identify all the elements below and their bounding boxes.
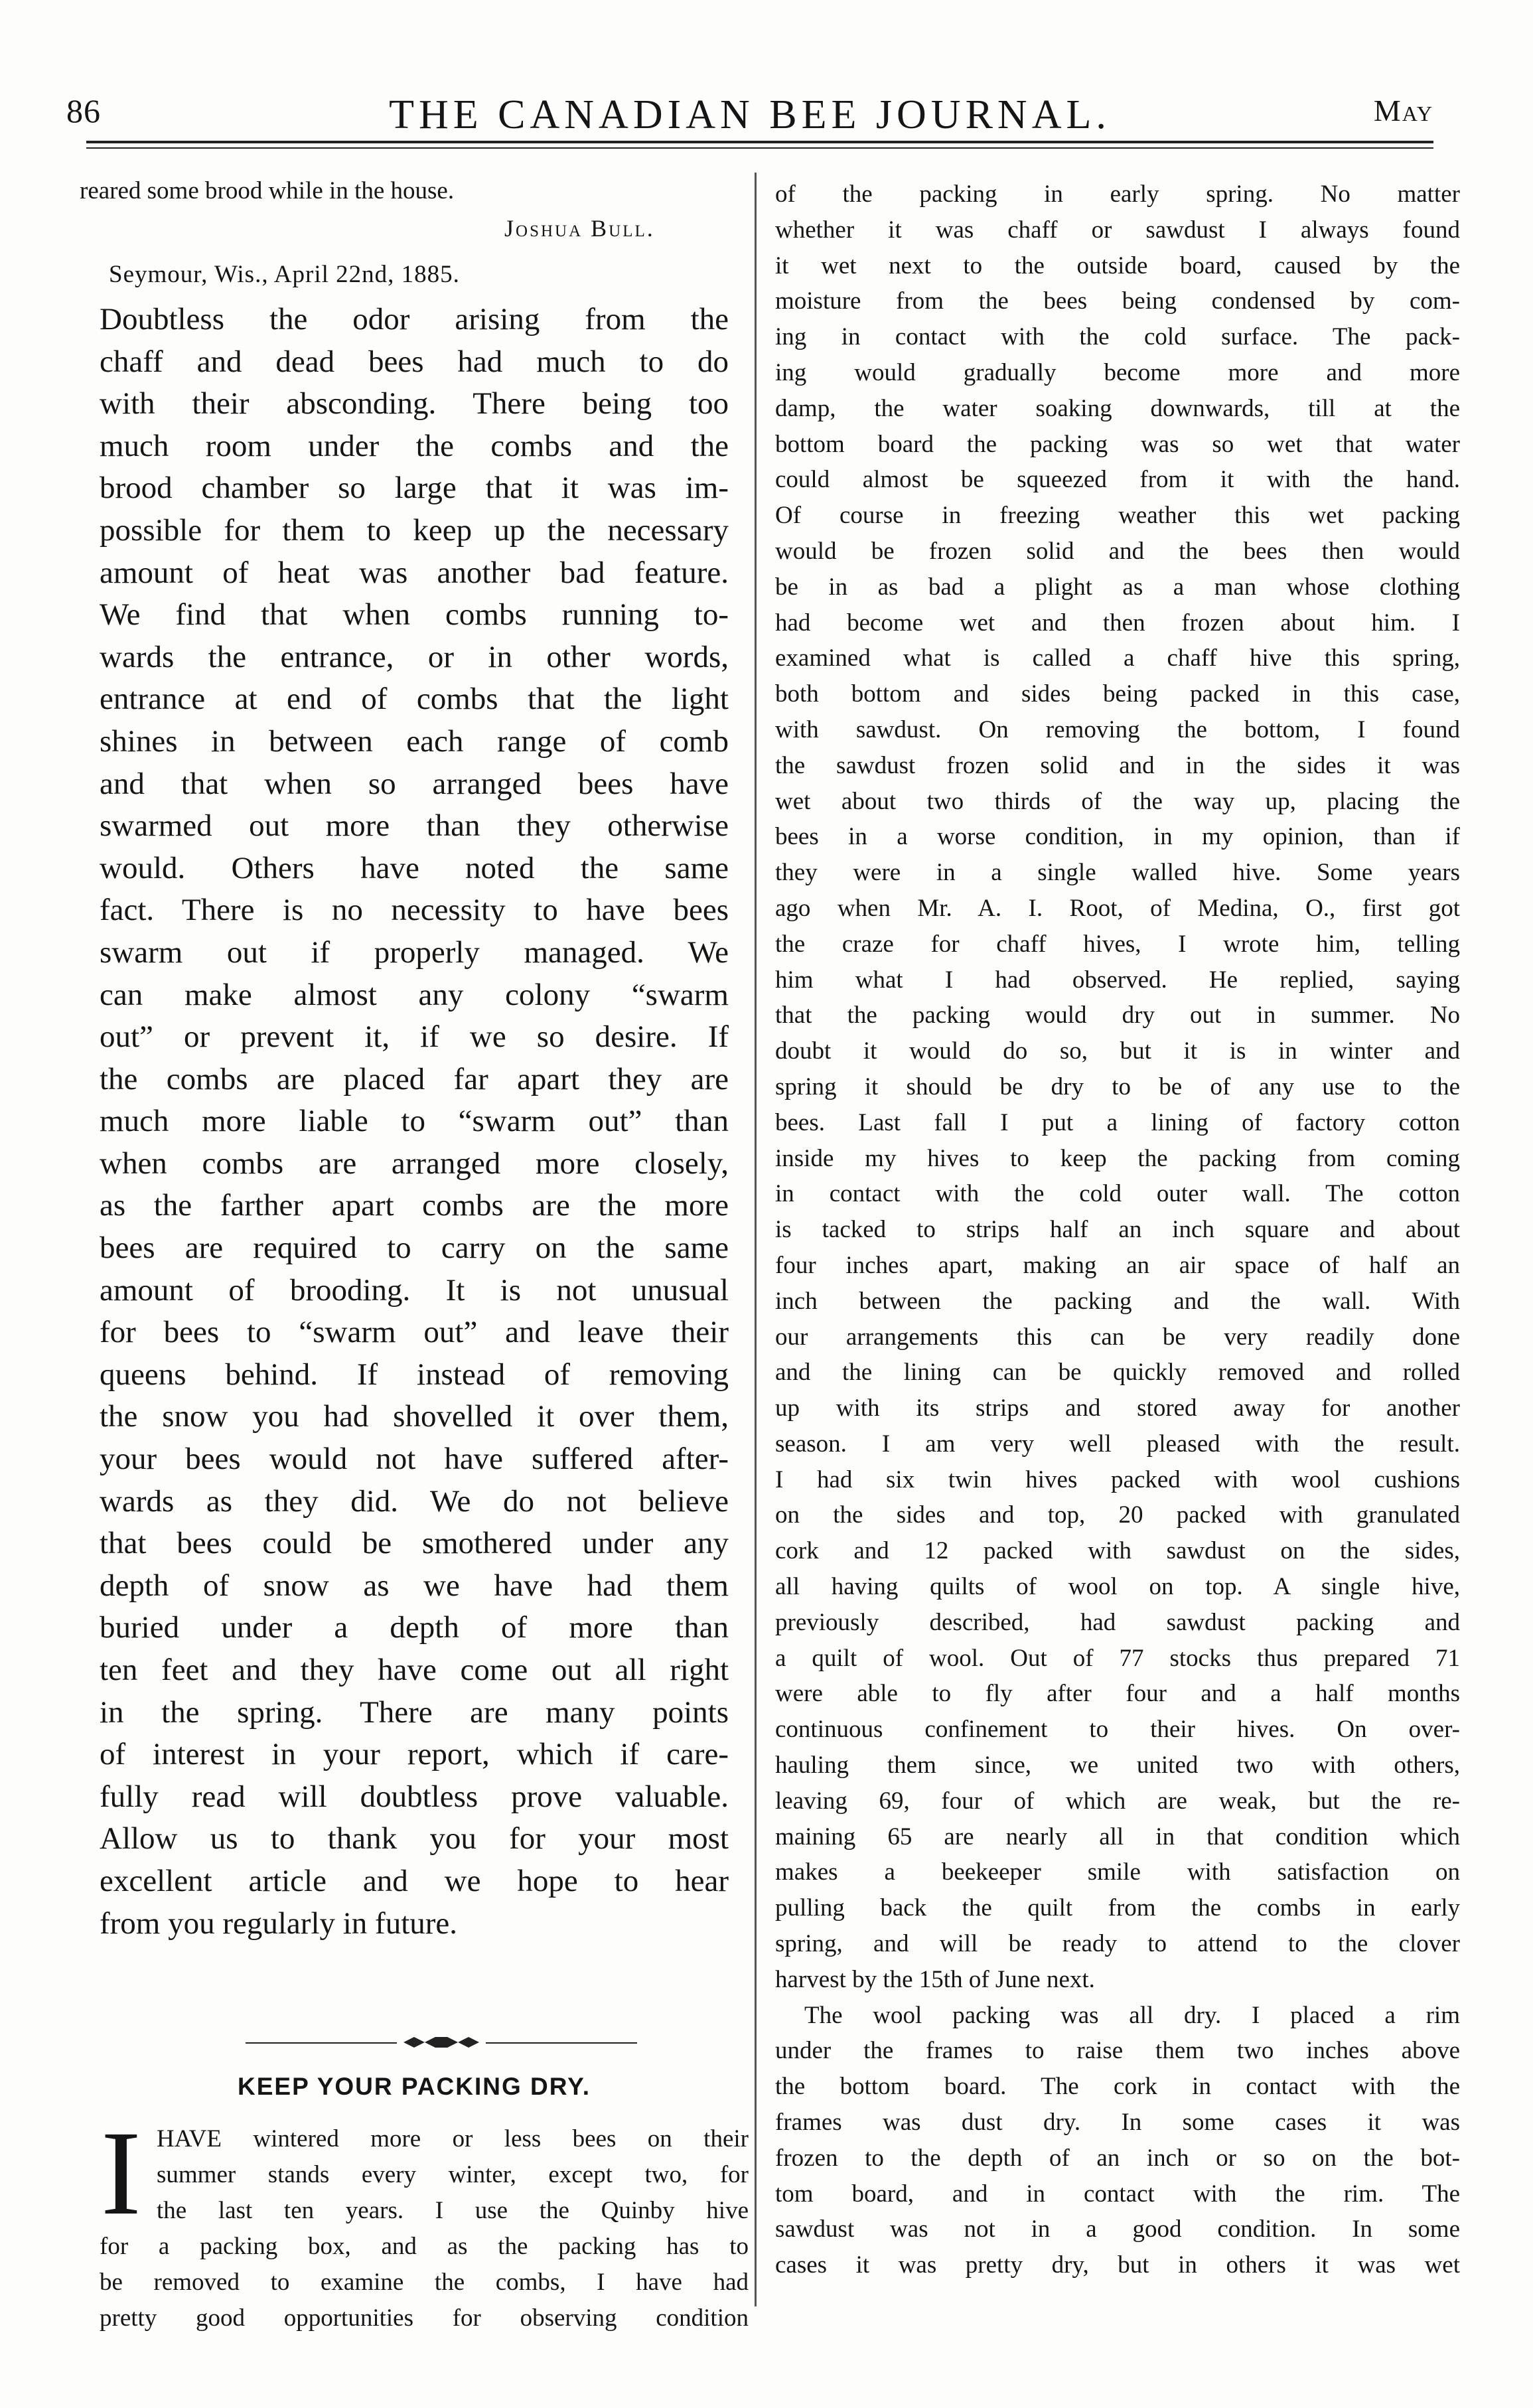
text-line: much room under the combs and the	[100, 428, 729, 463]
text-line: bees are required to carry on the same	[100, 1231, 729, 1266]
text-line: moisture from the bees being condensed by com-	[775, 287, 1460, 315]
column-divider	[755, 173, 757, 2306]
text-line: pretty good opportunities for observing condition	[100, 2304, 749, 2332]
header-rule-thin	[86, 147, 1433, 149]
text-line: it wet next to the outside board, caused by the	[775, 252, 1460, 279]
text-line: of the packing in early spring. No matter	[775, 181, 1460, 208]
text-line: spring, and will be ready to attend to the clover	[775, 1930, 1460, 1958]
text-line: both bottom and sides being packed in this case,	[775, 680, 1460, 708]
text-line: HAVE wintered more or less bees on their	[157, 2125, 749, 2152]
text-line: our arrangements this can be very readily done	[775, 1323, 1460, 1351]
text-line: leaving 69, four of which are weak, but the re-	[775, 1787, 1460, 1815]
text-line: for bees to “swarm out” and leave their	[100, 1315, 729, 1350]
drop-cap: I	[101, 2107, 141, 2240]
text-line: in contact with the cold outer wall. The cotton	[775, 1180, 1460, 1208]
text-line: makes a beekeeper smile with satisfaction on	[775, 1858, 1460, 1886]
text-line: for a packing box, and as the packing has to	[100, 2233, 749, 2260]
text-line: would. Others have noted the same	[100, 850, 729, 885]
text-line: depth of snow as we have had them	[100, 1568, 729, 1603]
text-line: with sawdust. On removing the bottom, I found	[775, 715, 1460, 743]
text-line: tom board, and in contact with the rim. The	[775, 2180, 1460, 2208]
text-line: maining 65 are nearly all in that condition which	[775, 1823, 1460, 1850]
text-line: the last ten years. I use the Quinby hive	[157, 2197, 749, 2224]
text-line: out” or prevent it, if we so desire. If	[100, 1019, 729, 1055]
text-line: fully read will doubtless prove valuable.	[100, 1779, 729, 1814]
text-line: with their absconding. There being too	[100, 386, 729, 421]
text-line: ing in contact with the cold surface. The pack-	[775, 323, 1460, 351]
running-header	[66, 92, 1433, 145]
text-line: fact. There is no necessity to have bees	[100, 893, 729, 928]
text-line: bees in a worse condition, in my opinion, than if	[775, 823, 1460, 851]
text-line: four inches apart, making an air space of half an	[775, 1251, 1460, 1279]
text-line: of interest in your report, which if care-	[100, 1737, 729, 1772]
text-line: him what I had observed. He replied, saying	[775, 966, 1460, 994]
text-line: be removed to examine the combs, I have had	[100, 2269, 749, 2296]
text-line: is tacked to strips half an inch square and about	[775, 1216, 1460, 1244]
letter-line: reared some brood while in the house.	[80, 177, 455, 204]
text-line: frames was dust dry. In some cases it was	[775, 2109, 1460, 2137]
text-line: queens behind. If instead of removing	[100, 1357, 729, 1392]
right-column-text	[775, 177, 1460, 2283]
text-line: wet about two thirds of the way up, placing the	[775, 787, 1460, 815]
journal-title: THE CANADIAN BEE JOURNAL.	[389, 92, 1111, 137]
text-line: excellent article and we hope to hear	[100, 1863, 729, 1898]
section-separator-ornament	[246, 2036, 637, 2050]
text-line: ago when Mr. A. I. Root, of Medina, O., first got	[775, 894, 1460, 922]
text-line: ten feet and they have come out all right	[100, 1653, 729, 1687]
text-line: wards the entrance, or in other words,	[100, 639, 729, 674]
text-line: much more liable to “swarm out” than	[100, 1104, 729, 1139]
text-line: amount of heat was another bad feature.	[100, 555, 729, 590]
text-line: that the packing would dry out in summer. No	[775, 1002, 1460, 1029]
issue-month: May	[1373, 94, 1433, 127]
text-line: bees. Last fall I put a lining of factory cotton	[775, 1108, 1460, 1136]
text-line: cases it was pretty dry, but in others it was wet	[775, 2251, 1460, 2279]
text-line: frozen to the depth of an inch or so on the bot-	[775, 2144, 1460, 2172]
text-line: the snow you had shovelled it over them,	[100, 1399, 729, 1434]
text-line: bottom board the packing was so wet that water	[775, 430, 1460, 458]
text-line: We find that when combs running to-	[100, 597, 729, 633]
text-line: and the lining can be quickly removed and rolled	[775, 1359, 1460, 1387]
text-line: when combs are arranged more closely,	[100, 1146, 729, 1181]
text-line: Doubtless the odor arising from the	[100, 302, 729, 337]
text-line: possible for them to keep up the necessary	[100, 512, 729, 548]
article-paragraph	[775, 177, 1460, 1998]
text-line: hauling them since, we united two with others,	[775, 1752, 1460, 1779]
text-line: they were in a single walled hive. Some years	[775, 859, 1460, 887]
text-line: damp, the water soaking downwards, till at the	[775, 394, 1460, 422]
text-line: the bottom board. The cork in contact with the	[775, 2073, 1460, 2101]
text-line: Allow us to thank you for your most	[100, 1821, 729, 1856]
text-line: can make almost any colony “swarm	[100, 977, 729, 1012]
text-line: I had six twin hives packed with wool cushions	[775, 1466, 1460, 1493]
text-line: cork and 12 packed with sawdust on the sides,	[775, 1537, 1460, 1565]
article-paragraph	[775, 1998, 1460, 2283]
text-line: the combs are placed far apart they are	[100, 1061, 729, 1096]
text-line: inch between the packing and the wall. With	[775, 1287, 1460, 1315]
text-line: and that when so arranged bees have	[100, 766, 729, 801]
text-line: on the sides and top, 20 packed with granulated	[775, 1501, 1460, 1529]
text-line: harvest by the 15th of June next.	[775, 1965, 1095, 1993]
article-left-continuation	[100, 2229, 749, 2336]
text-line: amount of brooding. It is not unusual	[100, 1272, 729, 1308]
text-line: swarmed out more than they otherwise	[100, 808, 729, 844]
text-line: up with its strips and stored away for another	[775, 1394, 1460, 1422]
editor-reply	[100, 299, 729, 1945]
text-line: had become wet and then frozen about him. I	[775, 609, 1460, 637]
text-line: doubt it would do so, but it is in winter and	[775, 1037, 1460, 1065]
text-line: ing would gradually become more and more	[775, 358, 1460, 386]
text-line: summer stands every winter, except two, for	[157, 2161, 749, 2188]
text-line: whether it was chaff or sawdust I always found	[775, 216, 1460, 244]
text-line: continuous confinement to their hives. On over-	[775, 1716, 1460, 1744]
text-line: spring it should be dry to be of any use to the	[775, 1073, 1460, 1100]
text-line: sawdust was not in a good condition. In some	[775, 2216, 1460, 2243]
letter-signature: Joshua Bull.	[504, 215, 655, 242]
text-line: a quilt of wool. Out of 77 stocks thus prepared 71	[775, 1644, 1460, 1672]
text-line: from you regularly in future.	[100, 1906, 458, 1941]
text-line: previously described, had sawdust packing and	[775, 1608, 1460, 1636]
letter-dateline: Seymour, Wis., April 22nd, 1885.	[109, 261, 460, 288]
header-rule-thick	[86, 141, 1433, 143]
letter-ending	[80, 174, 743, 291]
text-line: could almost be squeezed from it with the hand.	[775, 466, 1460, 494]
text-line: under the frames to raise them two inches above	[775, 2037, 1460, 2065]
text-line: swarm out if properly managed. We	[100, 935, 729, 970]
text-line: season. I am very well pleased with the result.	[775, 1430, 1460, 1458]
text-line: chaff and dead bees had much to do	[100, 344, 729, 379]
text-line: the craze for chaff hives, I wrote him, telling	[775, 930, 1460, 958]
text-line: your bees would not have suffered after-	[100, 1442, 729, 1477]
text-line: wards as they did. We do not believe	[100, 1483, 729, 1519]
text-line: brood chamber so large that it was im-	[100, 471, 729, 506]
text-line: the sawdust frozen solid and in the sides it was	[775, 751, 1460, 779]
text-line: all having quilts of wool on top. A single hive,	[775, 1573, 1460, 1601]
text-line: were able to fly after four and a half months	[775, 1680, 1460, 1708]
text-line: inside my hives to keep the packing from coming	[775, 1144, 1460, 1172]
article-title: KEEP YOUR PACKING DRY.	[238, 2073, 591, 2100]
text-line: buried under a depth of more than	[100, 1610, 729, 1645]
text-line: examined what is called a chaff hive this spring,	[775, 644, 1460, 672]
text-line: as the farther apart combs are the more	[100, 1188, 729, 1223]
text-line: shines in between each range of comb	[100, 723, 729, 759]
text-line: would be frozen solid and the bees then would	[775, 537, 1460, 565]
text-line: Of course in freezing weather this wet packing	[775, 502, 1460, 530]
text-line: that bees could be smothered under any	[100, 1526, 729, 1561]
text-line: The wool packing was all dry. I placed a rim	[804, 2001, 1460, 2029]
text-line: in the spring. There are many points	[100, 1694, 729, 1730]
article-opening-lines	[157, 2121, 749, 2229]
text-line: be in as bad a plight as a man whose clothing	[775, 573, 1460, 601]
text-line: pulling back the quilt from the combs in early	[775, 1894, 1460, 1922]
page-number: 86	[66, 92, 101, 129]
text-line: entrance at end of combs that the light	[100, 682, 729, 717]
